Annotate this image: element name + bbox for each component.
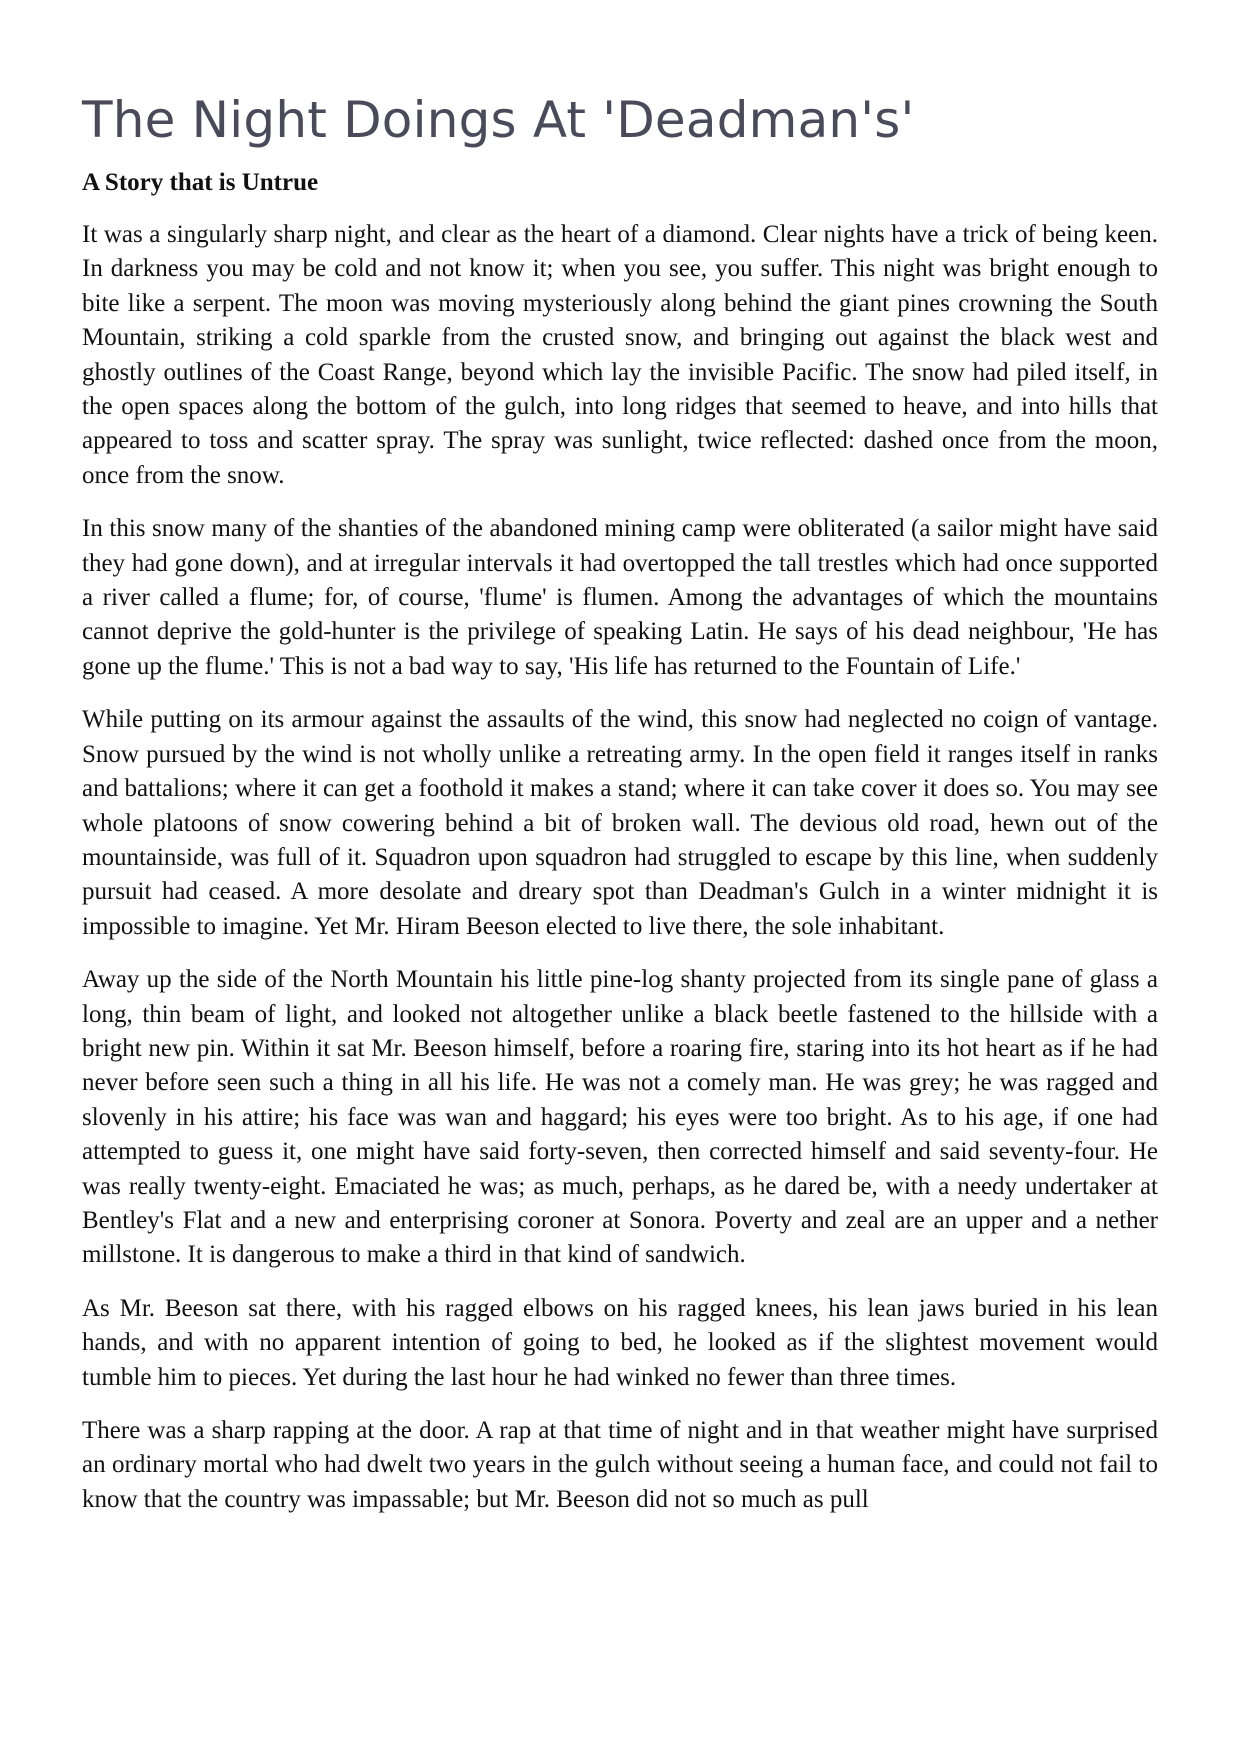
story-subtitle: A Story that is Untrue bbox=[82, 169, 319, 196]
paragraph-3: While putting on its armour against the assaults of the wind, this snow had neglected no coign of vantage. Snow pursued by the wind is not wholly unlike a retreating army. In the open field it ranges itself in ranks and battalions; where it can get a foothold it makes a stand; where it can take cover it does so. You may see whole platoons of snow cowering behind a bit of broken wall. The devious old road, hewn out of the mountainside, was full of it. Squadron upon squadron had struggled to escape by this line, when suddenly pursuit had ceased. A more desolate and dreary spot than Deadman's Gulch in a winter midnight it is impossible to imagine. Yet Mr. Hiram Beeson elected to live there, the sole inhabitant. bbox=[82, 706, 1158, 940]
paragraph-5: As Mr. Beeson sat there, with his ragged elbows on his ragged knees, his lean jaws buried in his lean hands, and with no apparent intention of going to bed, he looked as if the slightest movement would tumble him to pieces. Yet during the last hour he had winked no fewer than three times. bbox=[82, 1294, 1158, 1391]
paragraph-2: In this snow many of the shanties of the abandoned mining camp were obliterated (a sailor might have said they had gone down), and at irregular intervals it had overtopped the tall trestles which had once supported a river called a flume; for, of course, 'flume' is flumen. Among the advantages of which the mountains cannot deprive the gold-hunter is the privilege of speaking Latin. He says of his dead neighbour, 'He has gone up the flume.' This is not a bad way to say, 'His life has returned to the Fountain of Life.' bbox=[82, 515, 1158, 680]
paragraph-6: There was a sharp rapping at the door. A rap at that time of night and in that weather might have surprised an ordinary mortal who had dwelt two years in the gulch without seeing a human face, and could not fail to know that the country was impassable; but Mr. Beeson did not so much as pull bbox=[82, 1417, 1158, 1513]
document-page bbox=[82, 84, 1158, 1536]
paragraph-1: It was a singularly sharp night, and clear as the heart of a diamond. Clear nights have a trick of being keen. In darkness you may be cold and not know it; when you see, you suffer. This night was bright enough to bite like a serpent. The moon was moving mysteriously along behind the giant pines crowning the South Mountain, striking a cold sparkle from the crusted snow, and bringing out against the black west and ghostly outlines of the Coast Range, beyond which lay the invisible Pacific. The snow had piled itself, in the open spaces along the bottom of the gulch, into long ridges that seemed to heave, and into hills that appeared to toss and scatter spray. The spray was sunlight, twice reflected: dashed once from the moon, once from the snow. bbox=[82, 221, 1158, 489]
paragraph-4: Away up the side of the North Mountain his little pine-log shanty projected from its single pane of glass a long, thin beam of light, and looked not altogether unlike a black beetle fastened to the hillside with a bright new pin. Within it sat Mr. Beeson himself, before a roaring fire, staring into its hot heart as if he had never before seen such a thing in all his life. He was not a comely man. He was grey; he was ragged and slovenly in his attire; his face was wan and haggard; his eyes were too bright. As to his age, if one had attempted to guess it, one might have said forty-seven, then corrected himself and said seventy-four. He was really twenty-eight. Emaciated he was; as much, perhaps, as he dared be, with a needy undertaker at Bentley's Flat and a new and enterprising coroner at Sonora. Poverty and zeal are an upper and a nether millstone. It is dangerous to make a third in that kind of sandwich. bbox=[82, 966, 1158, 1269]
page-title: The Night Doings At 'Deadman's' bbox=[82, 91, 915, 149]
